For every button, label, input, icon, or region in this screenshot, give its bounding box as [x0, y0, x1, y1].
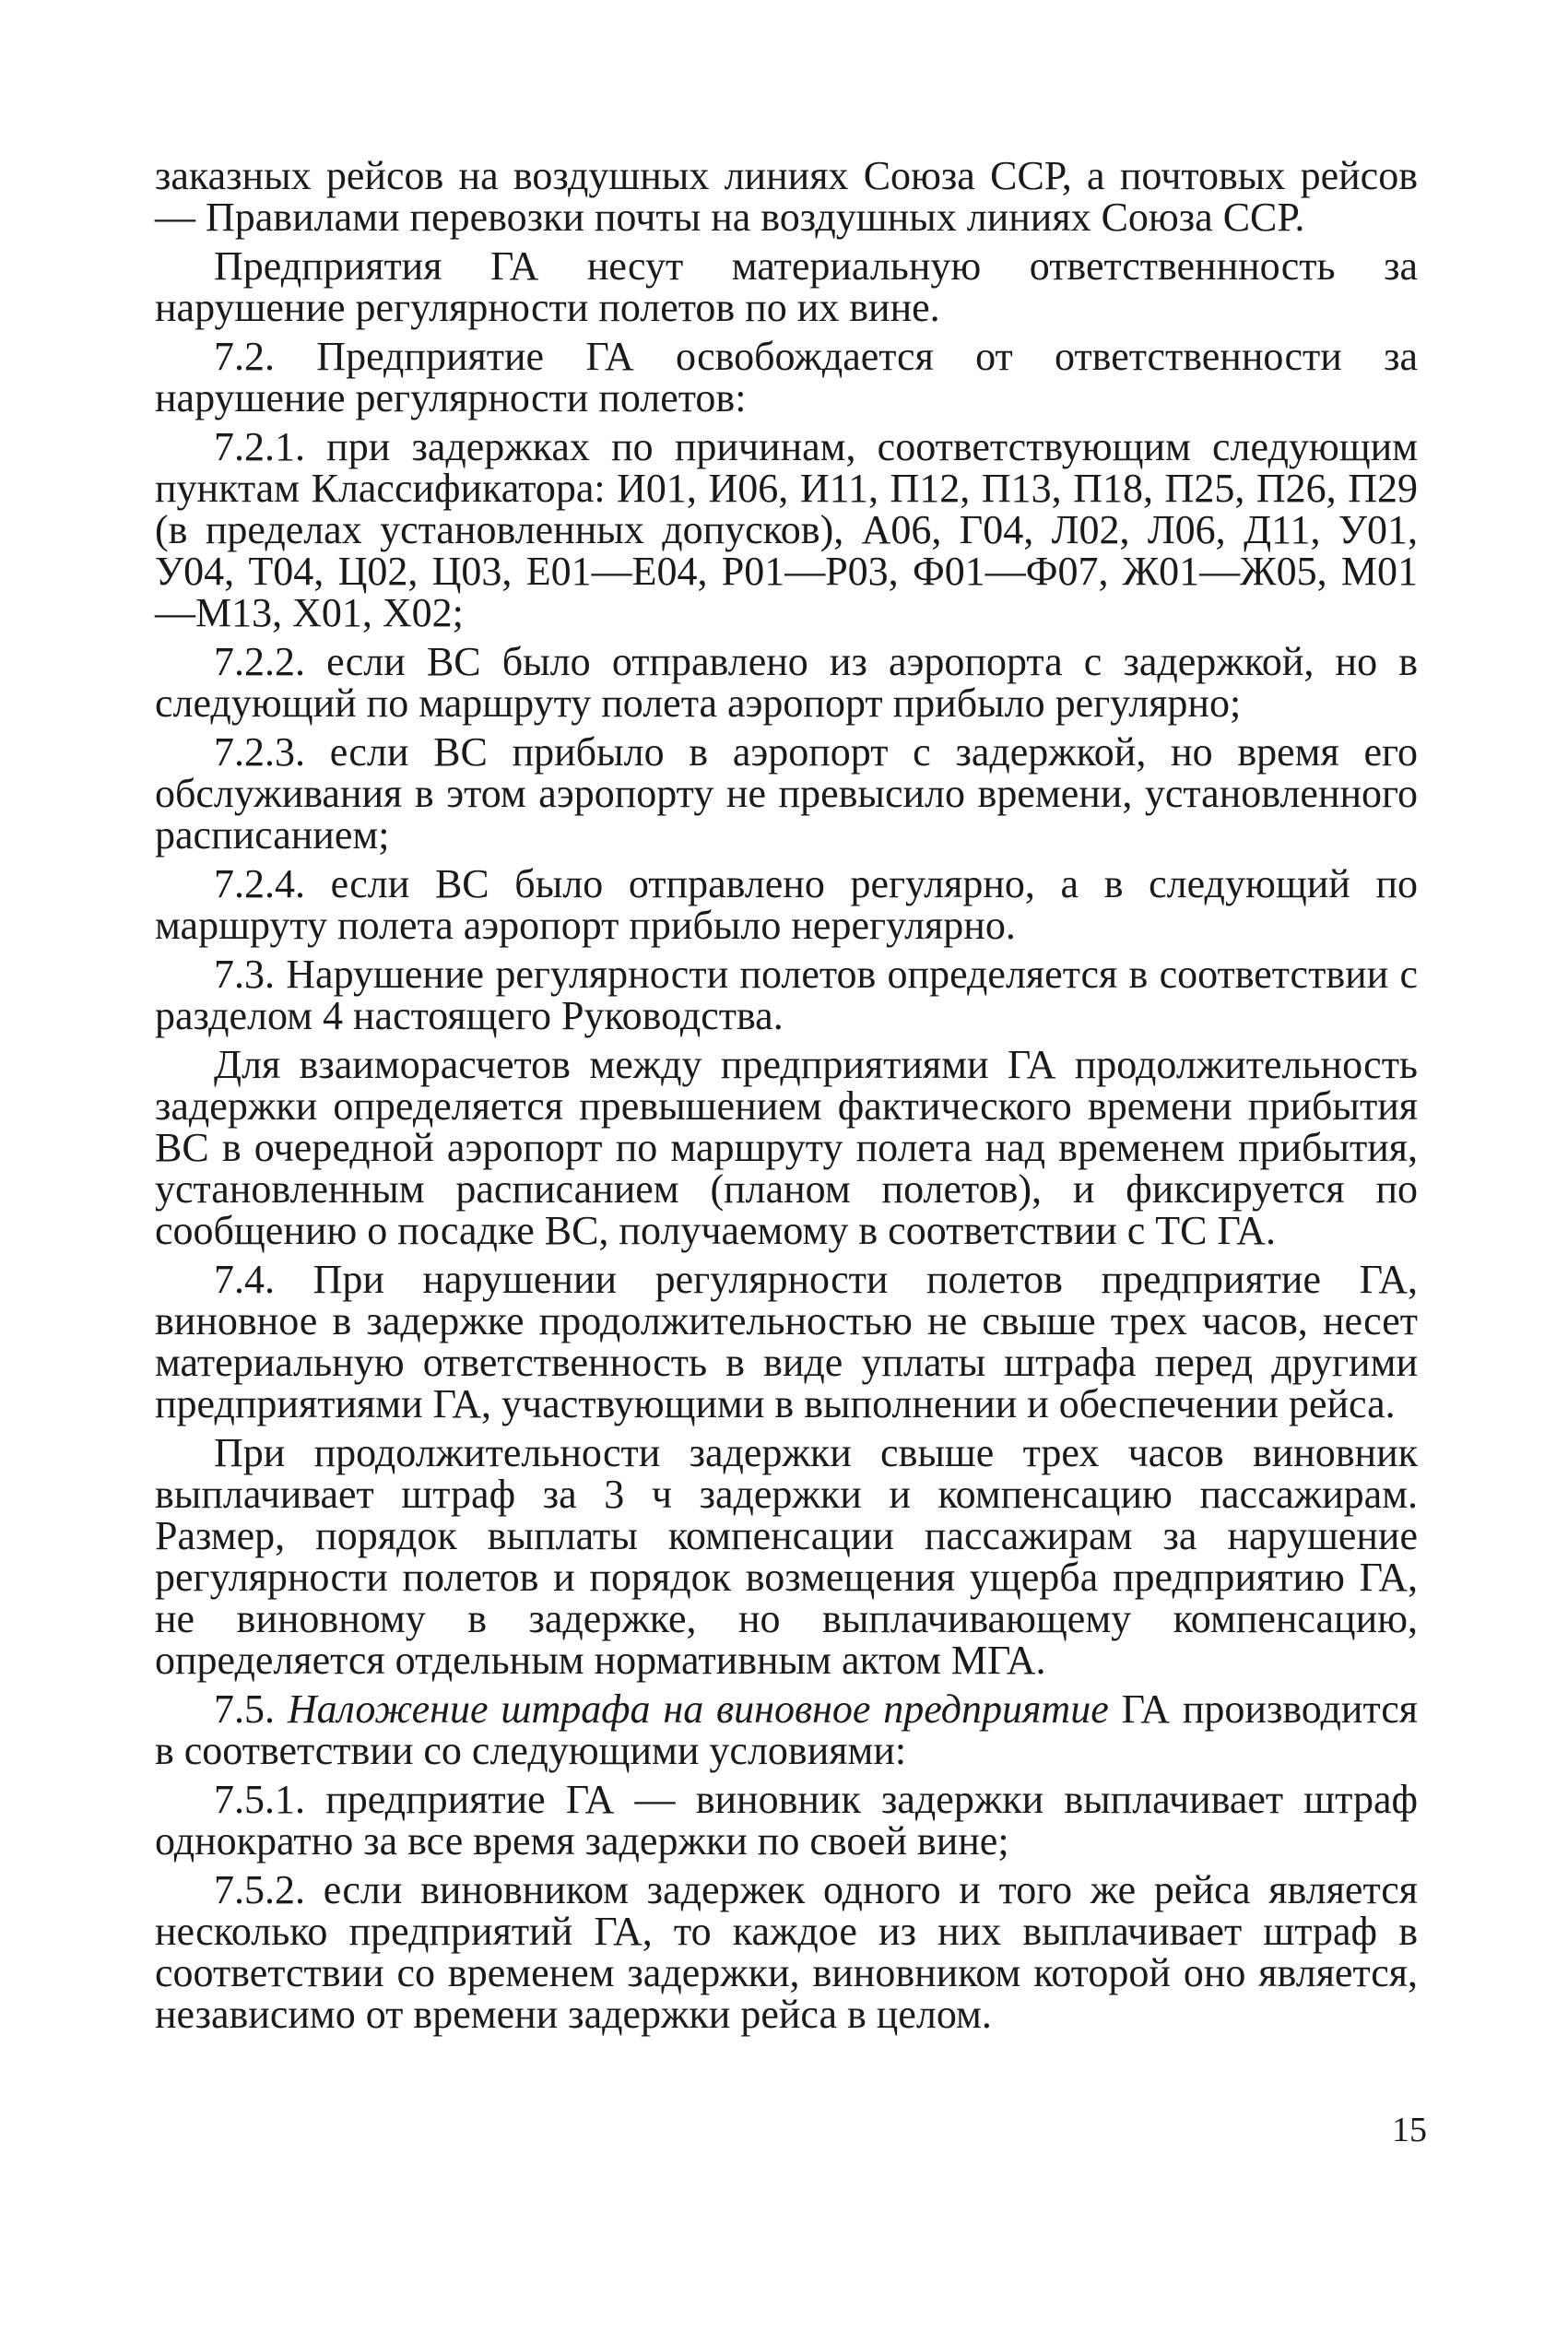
paragraph-7-2: 7.2. Предприятие ГА освобождается от ответственности за нарушение регулярности полетов: — [155, 334, 1418, 420]
paragraph-7-4: 7.4. При нарушении регулярности полетов предприятие ГА, виновное в задержке продолжительностью не свыше трех часов, несет материальную ответственность в виде уплаты штрафа перед другими предприятиями ГА, участвующими в выполнении и обеспечении рейса. — [155, 1257, 1418, 1426]
paragraph-liability: Предприятия ГА несут материальную ответственнность за нарушение регулярности полетов по их вине. — [155, 243, 1418, 330]
page-number: 15 — [1392, 2111, 1427, 2149]
paragraph-7-5 — [155, 1688, 1418, 1771]
paragraph-settlements: Для взаиморасчетов между предприятиями ГА продолжительность задержки определяется превышением фактического времени прибытия ВС в очередной аэропорт по маршруту полета над временем прибытия, установленным расписанием (планом полетов), и фиксируется по сообщению о посадке ВС, получаемому в соответствии с ТС ГА. — [155, 1042, 1418, 1253]
paragraph-7-2-1: 7.2.1. при задержках по причинам, соответствующим следующим пунктам Классификатора: И01, И06, И11, П12, П13, П18, П25, П26, П29 (в пределах установленных допусков), А06, Г04, Л02, Л06, Д11, У01, У04, Т04, Ц02, Ц03, Е01—Е04, Р01—Р03, Ф01—Ф07, Ж01—Ж05, М01—М13, Х01, Х02; — [155, 424, 1418, 635]
paragraph-continuation: заказных рейсов на воздушных линиях Союза ССР, а почтовых рейсов — Правилами перевозки почты на воздушных линиях Союза ССР. — [155, 153, 1418, 240]
paragraph-7-2-3: 7.2.3. если ВС прибыло в аэропорт с задержкой, но время его обслуживания в этом аэропорту не превысило времени, установленного расписанием; — [155, 729, 1418, 858]
paragraph-7-5-1: 7.5.1. предприятие ГА — виновник задержки выплачивает штраф однократно за все время задержки по своей вине; — [155, 1777, 1418, 1864]
paragraph-compensation: При продолжительности задержки свыше трех часов виновник выплачивает штраф за 3 ч задержки и компенсацию пассажирам. Размер, порядок выплаты компенсации пассажирам за нарушение регулярности полетов и порядок возмещения ущерба предприятию ГА, не виновному в задержке, но выплачивающему компенсацию, определяется отдельным нормативным актом МГА. — [155, 1430, 1418, 1683]
paragraph-7-2-2: 7.2.2. если ВС было отправлено из аэропорта с задержкой, но в следующий по маршруту полета аэропорт прибыло регулярно; — [155, 639, 1418, 726]
paragraph-7-5-rest: ГА производится в соответствии со следующими условиями: — [155, 1686, 1419, 1773]
document-text — [155, 155, 1418, 2042]
paragraph-7-5-number: 7.5. — [214, 1686, 288, 1732]
paragraph-7-3: 7.3. Нарушение регулярности полетов определяется в соответствии с разделом 4 настоящего Руководства. — [155, 952, 1418, 1038]
paragraph-7-2-4: 7.2.4. если ВС было отправлено регулярно, а в следующий по маршруту полета аэропорт прибыло нерегулярно. — [155, 861, 1418, 948]
paragraph-7-5-2: 7.5.2. если виновником задержек одного и того же рейса является несколько предприятий ГА, то каждое из них выплачивает штраф в соответствии со временем задержки, виновником которой оно является, независимо от времени задержки рейса в целом. — [155, 1867, 1418, 2037]
paragraph-7-5-italic: Наложение штрафа на виновное предприятие — [287, 1686, 1109, 1732]
